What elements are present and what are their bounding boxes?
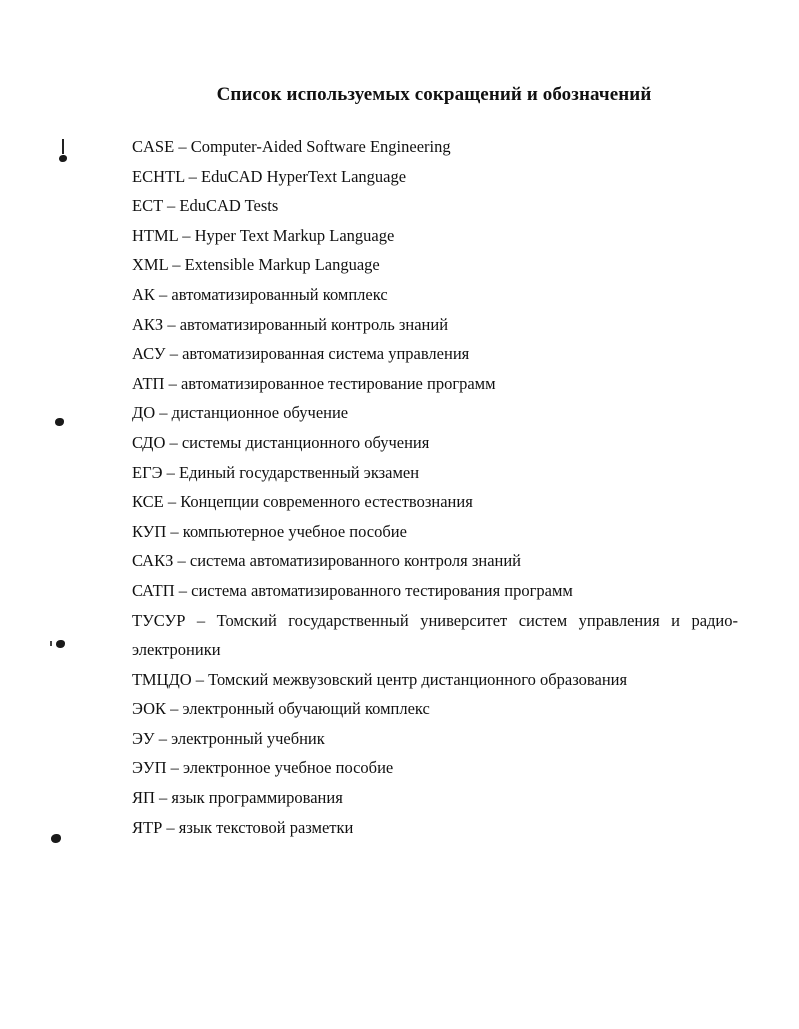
dash-separator: – xyxy=(165,344,183,364)
list-item xyxy=(132,665,738,695)
list-item xyxy=(132,280,738,310)
abbreviation: ЭУП xyxy=(132,758,167,778)
abbreviation: ЯП xyxy=(132,788,155,808)
abbreviation: СДО xyxy=(132,432,166,452)
dash-separator: – xyxy=(165,432,182,452)
definition: язык программирования xyxy=(171,788,343,808)
dash-separator: – xyxy=(162,196,180,216)
abbreviation: САТП xyxy=(132,580,175,600)
abbreviation: ДО xyxy=(132,403,156,423)
abbreviation: XML xyxy=(132,255,169,275)
list-item xyxy=(132,813,738,843)
list-item xyxy=(132,398,738,428)
definition: автоматизированная система управления xyxy=(182,344,470,364)
dash-separator: – xyxy=(163,492,181,512)
abbreviation: САКЗ xyxy=(132,551,174,571)
abbreviation: АК xyxy=(132,284,155,304)
definition: EduCAD Tests xyxy=(179,196,279,216)
abbreviation: ЯТР xyxy=(132,817,163,837)
dash-separator: – xyxy=(162,817,179,837)
definition: EduCAD HyperText Language xyxy=(201,166,407,186)
abbreviation: АТП xyxy=(132,373,165,393)
list-item xyxy=(132,694,738,724)
list-item xyxy=(132,783,738,813)
dash-separator: – xyxy=(173,551,190,571)
list-item xyxy=(132,546,738,576)
list-item xyxy=(132,132,738,162)
list-item xyxy=(132,576,738,606)
abbreviation: КУП xyxy=(132,521,167,541)
binder-hole-icon xyxy=(51,834,61,843)
binder-hole-icon xyxy=(59,155,67,162)
list-item xyxy=(132,369,738,399)
abbreviation: CASE xyxy=(132,137,175,156)
dash-separator: – xyxy=(178,225,195,245)
list-item xyxy=(132,458,738,488)
definition: система автоматизированного контроля знаний xyxy=(189,551,522,571)
page-title: Список используемых сокращений и обозначений xyxy=(216,83,652,105)
definition: электронное учебное пособие xyxy=(183,758,394,778)
dash-separator: – xyxy=(174,580,192,600)
abbreviation-list xyxy=(132,132,738,842)
dash-separator: – xyxy=(155,403,172,423)
definition: электронный обучающий комплекс xyxy=(182,699,430,719)
definition: Computer-Aided Software Engineering xyxy=(190,137,451,156)
abbreviation: ЭОК xyxy=(132,699,167,719)
definition: Extensible Markup Language xyxy=(184,255,380,275)
abbreviation: АСУ xyxy=(132,344,166,364)
list-item xyxy=(132,250,738,280)
dash-separator: – xyxy=(154,728,172,748)
definition: Hyper Text Markup Language xyxy=(194,225,395,245)
binder-hole-icon xyxy=(56,640,65,648)
list-item xyxy=(132,724,738,754)
definition: система автоматизированного тестирования программ xyxy=(191,580,573,600)
abbreviation: ЭУ xyxy=(132,728,155,748)
definition: автоматизированное тестирование программ xyxy=(180,373,496,393)
definition: автоматизированный контроль знаний xyxy=(179,314,449,334)
definition: Томский государственный университет систем управления и радио-электроники xyxy=(132,610,738,660)
abbreviation: ЕГЭ xyxy=(132,462,163,482)
list-item xyxy=(132,517,738,547)
definition: Единый государственный экзамен xyxy=(179,462,420,482)
dash-separator: – xyxy=(166,699,183,719)
definition: автоматизированный комплекс xyxy=(171,284,388,304)
list-item xyxy=(132,339,738,369)
abbreviation: ТУСУР xyxy=(132,610,186,630)
dash-separator: – xyxy=(191,669,209,689)
list-item xyxy=(132,221,738,251)
definition: дистанционное обучение xyxy=(171,403,349,423)
list-item xyxy=(132,162,738,192)
dash-separator: – xyxy=(162,462,180,482)
dash-separator: – xyxy=(168,255,185,275)
dash-separator: – xyxy=(154,788,172,808)
abbreviation: КСЕ xyxy=(132,492,164,512)
abbreviation: АКЗ xyxy=(132,314,164,334)
definition: Томский межвузовский центр дистанционного образования xyxy=(208,669,628,689)
abbreviation: ТМЦДО xyxy=(132,669,192,689)
definition: Концепции современного естествознания xyxy=(180,492,473,512)
dash-separator: – xyxy=(154,284,172,304)
dash-separator: – xyxy=(184,166,202,186)
dash-separator: – xyxy=(166,758,183,778)
definition: электронный учебник xyxy=(171,728,325,748)
definition: компьютерное учебное пособие xyxy=(182,521,407,541)
definition: язык текстовой разметки xyxy=(178,817,354,837)
definition: системы дистанционного обучения xyxy=(181,432,430,452)
dash-separator: – xyxy=(174,137,191,156)
binder-hole-icon xyxy=(55,418,64,426)
scan-artifact-mark xyxy=(50,641,52,646)
list-item xyxy=(132,310,738,340)
list-item xyxy=(132,606,738,665)
dash-separator: – xyxy=(164,373,181,393)
list-item xyxy=(132,428,738,458)
abbreviation: ECHTL xyxy=(132,166,185,186)
list-item xyxy=(132,191,738,221)
abbreviation: HTML xyxy=(132,225,179,245)
list-item xyxy=(132,753,738,783)
dash-separator: – xyxy=(185,610,217,630)
scan-artifact-mark xyxy=(62,139,64,154)
list-item xyxy=(132,487,738,517)
dash-separator: – xyxy=(166,521,183,541)
abbreviation: ECT xyxy=(132,196,163,216)
dash-separator: – xyxy=(163,314,180,334)
